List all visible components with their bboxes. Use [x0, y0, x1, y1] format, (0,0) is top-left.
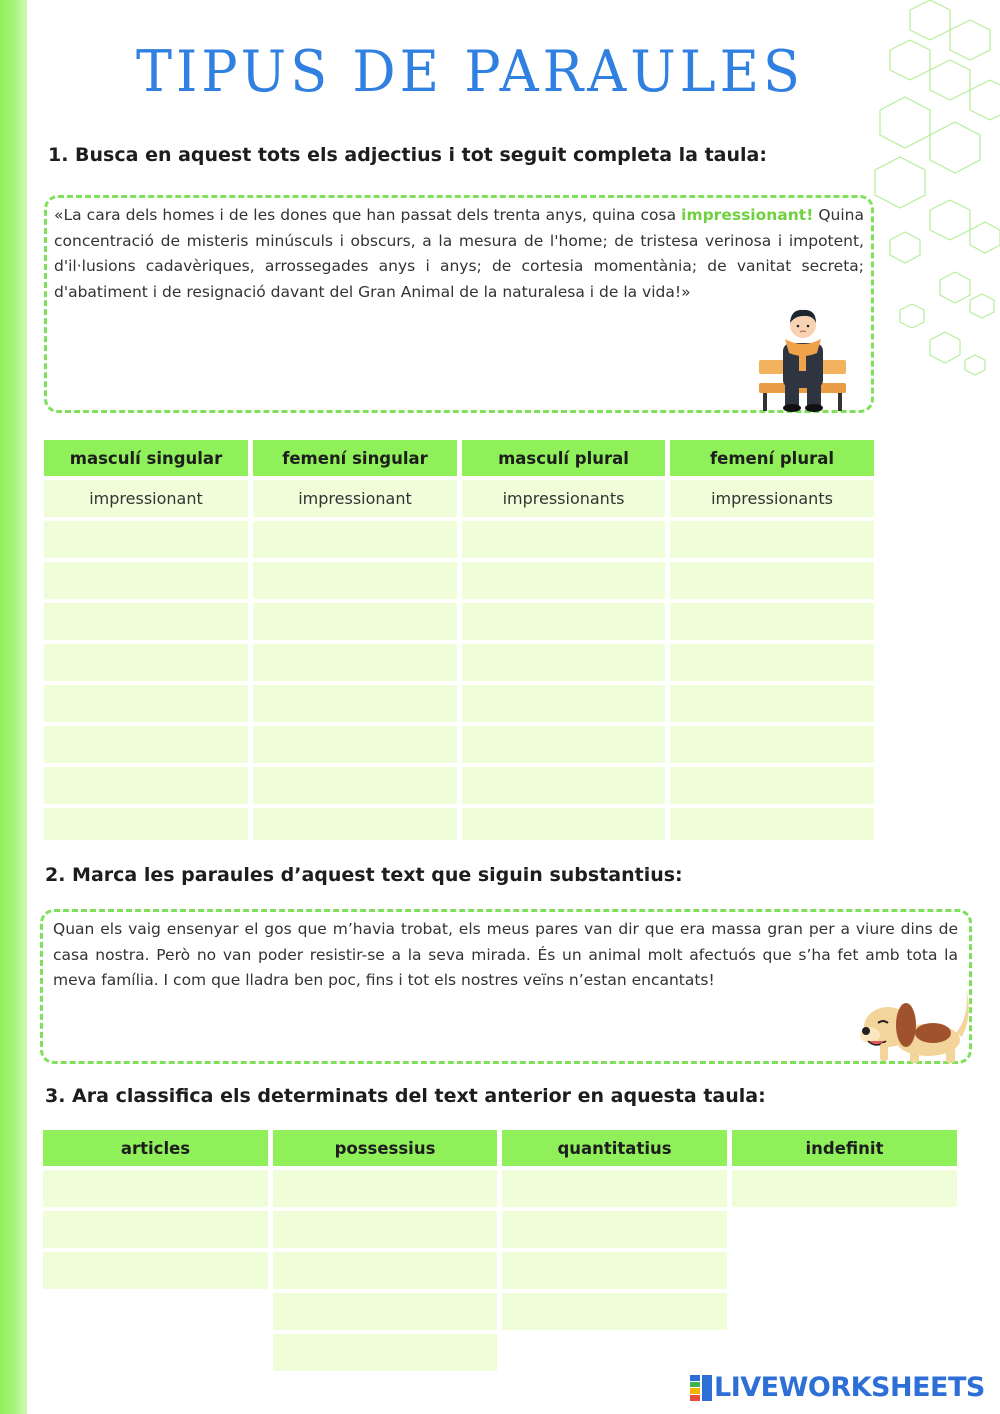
liveworksheets-logo: [690, 1372, 985, 1403]
table1-cell[interactable]: [44, 767, 248, 804]
liveworksheets-logo-text: LIVEWORKSHEETS: [714, 1372, 985, 1403]
table2-cell-quantitatius[interactable]: [502, 1170, 727, 1207]
table1-cell[interactable]: [670, 562, 874, 599]
table2-cell-quantitatius[interactable]: [502, 1211, 727, 1248]
table1-cell[interactable]: [462, 521, 665, 558]
table2-cell-possessius[interactable]: [273, 1293, 497, 1330]
section1-text-after: Quina concentració de misteris minúsculs i obscurs, a la mesura de l'home; de tristesa verinosa i impotent, d'il·lusions cadavèriques, arrossegades anys i anys; de cortesia momentània; de vanitat secreta; d'abatiment i de resignació davant del Gran Animal de la naturalesa i de la vida!»: [54, 206, 864, 301]
table1-cell[interactable]: [253, 562, 457, 599]
table1-cell[interactable]: [462, 685, 665, 722]
table1-cell[interactable]: [670, 521, 874, 558]
table1-cell[interactable]: [44, 685, 248, 722]
table1-cell[interactable]: [670, 644, 874, 681]
table1-cell[interactable]: [44, 644, 248, 681]
table2-cell-quantitatius[interactable]: [502, 1252, 727, 1289]
table1-cell[interactable]: [670, 603, 874, 640]
section1-text-before: «La cara dels homes i de les dones que han passat dels trenta anys, quina cosa: [54, 206, 682, 224]
table1-cell[interactable]: impressionant: [44, 480, 248, 517]
table2-cell-quantitatius[interactable]: [502, 1293, 727, 1330]
table1-header-3: femení plural: [670, 440, 874, 476]
table1-cell[interactable]: [44, 521, 248, 558]
table1-header-2: masculí plural: [462, 440, 665, 476]
table1-cell[interactable]: [462, 603, 665, 640]
table1-cell[interactable]: [253, 644, 457, 681]
table1-cell[interactable]: [670, 726, 874, 763]
section2-heading: 2. Marca les paraules d’aquest text que siguin substantius:: [45, 864, 683, 886]
table1-cell[interactable]: [462, 562, 665, 599]
liveworksheets-logo-icon: [690, 1375, 714, 1401]
table2-header-quantitatius: quantitatius: [502, 1130, 727, 1166]
table1-cell[interactable]: [670, 767, 874, 804]
table1-cell[interactable]: [44, 603, 248, 640]
table1-cell[interactable]: [670, 685, 874, 722]
table1-cell[interactable]: [44, 562, 248, 599]
table2-cell-possessius[interactable]: [273, 1252, 497, 1289]
table2-header-articles: articles: [43, 1130, 268, 1166]
page-title: TIPUS DE PARAULES: [135, 38, 805, 105]
left-strip-line: [24, 0, 27, 1414]
table2-cell-possessius[interactable]: [273, 1334, 497, 1371]
table1-cell[interactable]: [253, 603, 457, 640]
table1-cell[interactable]: [253, 521, 457, 558]
table1-cell[interactable]: [670, 808, 874, 840]
table2-cell-articles[interactable]: [43, 1211, 268, 1248]
section3-heading: 3. Ara classifica els determinats del text anterior en aquesta taula:: [45, 1085, 766, 1107]
table2-cell-articles[interactable]: [43, 1252, 268, 1289]
table2-cell-indefinit[interactable]: [732, 1170, 957, 1207]
dog-illustration: [858, 985, 973, 1065]
table1-cell[interactable]: impressionants: [462, 480, 665, 517]
table1-cell[interactable]: [253, 685, 457, 722]
table2-header-indefinit: indefinit: [732, 1130, 957, 1166]
table2-header-possessius: possessius: [273, 1130, 497, 1166]
table1-cell[interactable]: [462, 726, 665, 763]
man-on-bench-illustration: [755, 305, 850, 413]
section1-text: [54, 203, 864, 305]
table2-cell-possessius[interactable]: [273, 1211, 497, 1248]
table1-cell[interactable]: [462, 644, 665, 681]
table1-header-1: femení singular: [253, 440, 457, 476]
table2-cell-possessius[interactable]: [273, 1170, 497, 1207]
table1-cell[interactable]: [44, 726, 248, 763]
table1-cell[interactable]: [462, 767, 665, 804]
section1-heading: 1. Busca en aquest tots els adjectius i tot seguit completa la taula:: [48, 144, 767, 166]
highlighted-word: impressionant!: [681, 206, 814, 224]
table1-cell[interactable]: [462, 808, 665, 840]
table1-cell[interactable]: impressionants: [670, 480, 874, 517]
table1-cell[interactable]: impressionant: [253, 480, 457, 517]
left-decorative-strip: [0, 0, 24, 1414]
table1-header-0: masculí singular: [44, 440, 248, 476]
section2-text[interactable]: Quan els vaig ensenyar el gos que m’havia trobat, els meus pares van dir que era massa gran per a viure dins de casa nostra. Però no van poder resistir-se a la seva mirada. És un animal molt afectuós que s’ha fet amb tota la meva família. I com que lladra ben poc, fins i tot els nostres veïns n’estan encantats!: [53, 920, 958, 989]
table1-cell[interactable]: [253, 808, 457, 840]
table1-cell[interactable]: [253, 767, 457, 804]
table1-cell[interactable]: [253, 726, 457, 763]
table1-cell[interactable]: [44, 808, 248, 840]
table2-cell-articles[interactable]: [43, 1170, 268, 1207]
